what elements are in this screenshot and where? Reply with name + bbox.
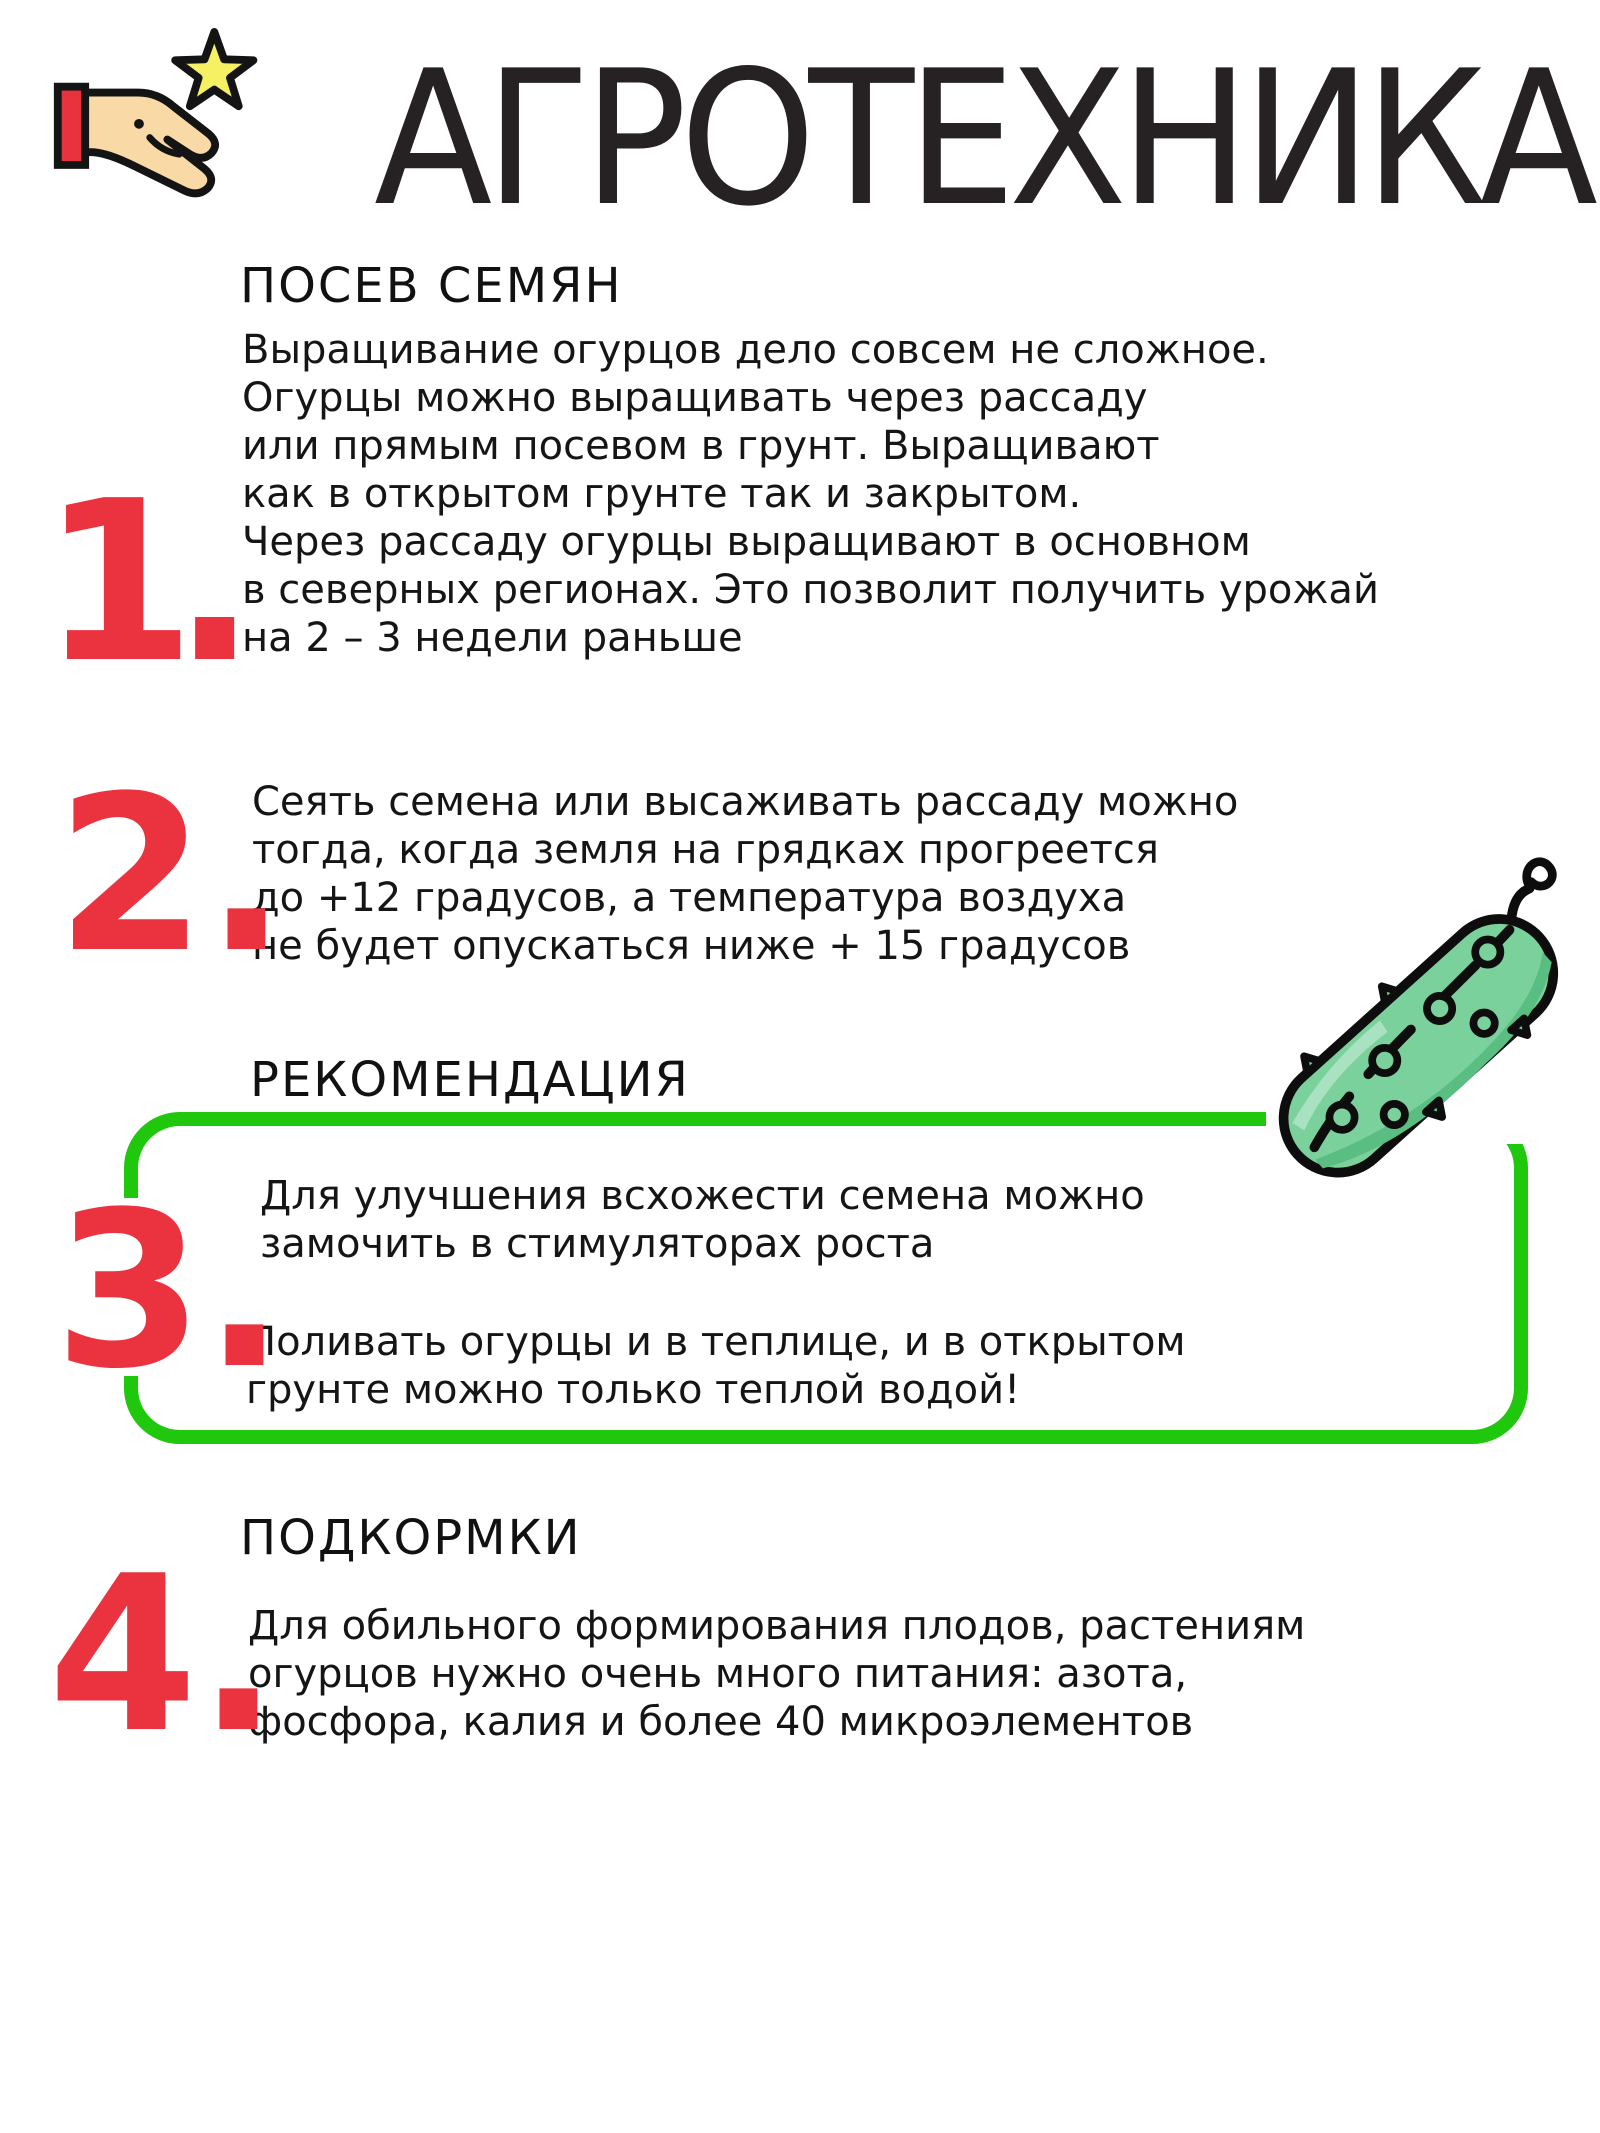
text-line: фосфора, калия и более 40 микроэлементов (248, 1699, 1194, 1745)
text-line: тогда, когда земля на грядках прогреется (252, 827, 1159, 873)
section-heading-feeding: ПОДКОРМКИ (240, 1510, 582, 1566)
section-4-paragraph (248, 1602, 1305, 1746)
step-number-3: 3. (54, 1165, 286, 1416)
hand-offering-star-icon (48, 24, 273, 210)
page-title: АГРОТЕХНИКА (374, 30, 1591, 247)
text-line: огурцов нужно очень много питания: азота, (248, 1651, 1188, 1697)
section-1-paragraph (242, 326, 1379, 662)
recommendation-paragraph-2 (246, 1318, 1186, 1414)
section-heading-recommendation: РЕКОМЕНДАЦИЯ (250, 1052, 690, 1108)
section-2-paragraph (252, 778, 1238, 970)
step-number-4: 4. (48, 1529, 280, 1780)
text-line: до +12 градусов, а температура воздуха (252, 875, 1127, 921)
knuckle-dot (134, 119, 144, 129)
text-line: Огурцы можно выращивать через рассаду (242, 375, 1148, 421)
text-line: Для улучшения всхожести семена можно (260, 1173, 1145, 1219)
text-line: Сеять семена или высаживать рассаду можно (252, 779, 1239, 825)
text-line: не будет опускаться ниже + 15 градусов (252, 923, 1131, 969)
text-line: как в открытом грунте так и закрытом. (242, 471, 1082, 517)
cucumber-stem (1504, 887, 1536, 917)
cucumber-body (1261, 897, 1575, 1195)
text-line: Через рассаду огурцы выращивают в основном (242, 519, 1251, 565)
text-line: грунте можно только теплой водой! (246, 1367, 1021, 1413)
text-line: на 2 – 3 недели раньше (242, 615, 743, 661)
text-line: Поливать огурцы и в теплице, и в открытом (246, 1319, 1186, 1365)
section-heading-sowing: ПОСЕВ СЕМЯН (240, 258, 623, 314)
text-line: Выращивание огурцов дело совсем не сложное. (242, 327, 1269, 373)
step-number-2: 2. (56, 749, 288, 1000)
cucumber-icon (1248, 854, 1600, 1226)
text-line: Для обильного формирования плодов, растениям (248, 1603, 1306, 1649)
cuff-shape (58, 87, 85, 165)
text-line: замочить в стимуляторах роста (260, 1221, 935, 1267)
text-line: или прямым посевом в грунт. Выращивают (242, 423, 1160, 469)
star-icon (175, 32, 253, 106)
text-line: в северных регионах. Это позволит получить урожай (242, 567, 1379, 613)
recommendation-paragraph-1 (260, 1172, 1145, 1268)
step-number-1: 1. (41, 454, 234, 712)
